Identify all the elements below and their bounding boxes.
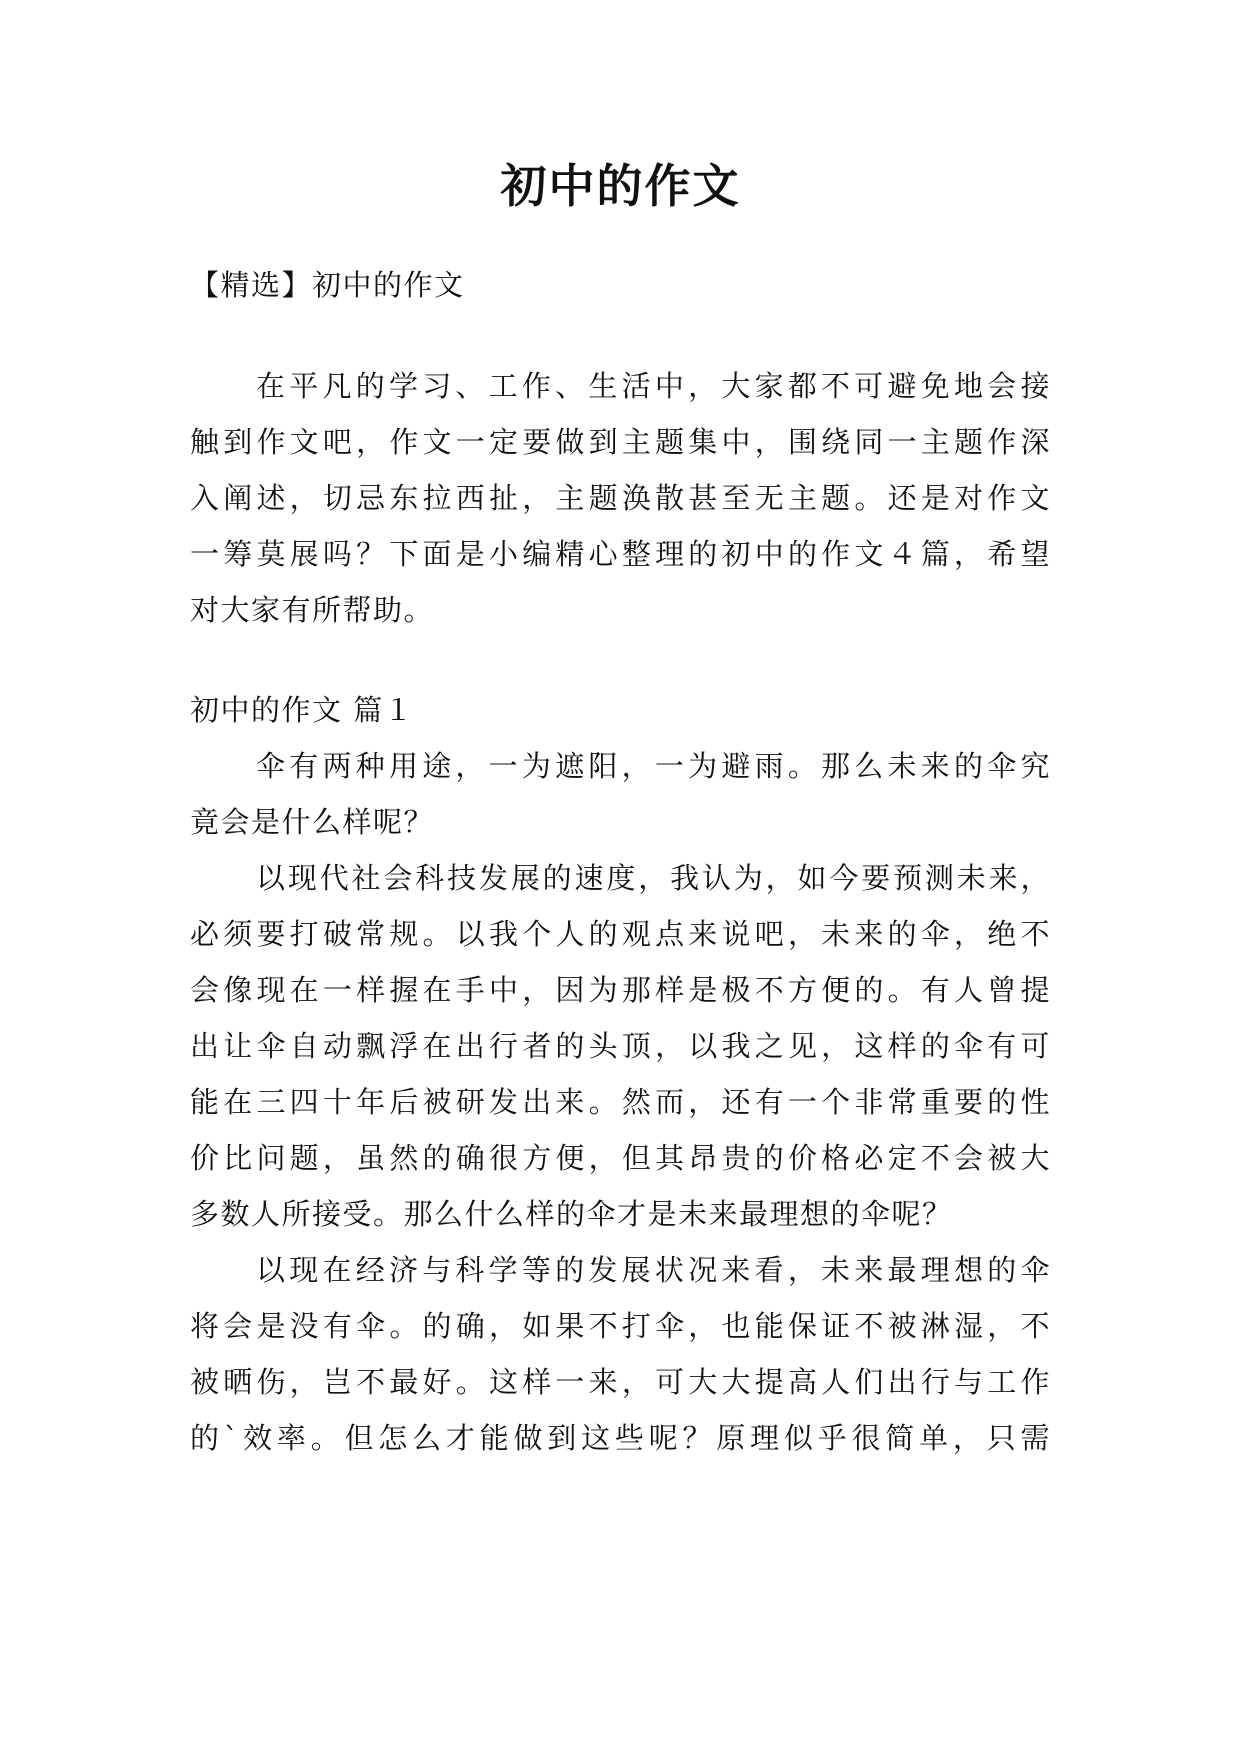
intro-line: 一筹莫展吗？下面是小编精心整理的初中的作文４篇，希望 — [190, 537, 1051, 571]
body-line: 竟会是什么样呢？ — [190, 805, 435, 839]
intro-line: 触到作文吧，作文一定要做到主题集中，围绕同一主题作深 — [190, 425, 1051, 459]
body-line: 以现在经济与科学等的发展状况来看，未来最理想的伞 — [256, 1253, 1051, 1287]
body-line: 伞有两种用途，一为遮阳，一为避雨。那么未来的伞究 — [256, 749, 1051, 783]
body-line: 价比问题，虽然的确很方便，但其昂贵的价格必定不会被大 — [190, 1141, 1051, 1175]
body-line: 以现代社会科技发展的速度，我认为，如今要预测未来， — [256, 861, 1051, 895]
body-line: 能在三四十年后被研发出来。然而，还有一个非常重要的性 — [190, 1085, 1051, 1119]
intro-line: 在平凡的学习、工作、生活中，大家都不可避免地会接 — [256, 369, 1051, 403]
document-title: 初中的作文 — [500, 159, 741, 213]
body-line: 必须要打破常规。以我个人的观点来说吧，未来的伞，绝不 — [190, 917, 1051, 951]
section-heading: 初中的作文 篇１ — [190, 693, 415, 727]
body-line: 被晒伤，岂不最好。这样一来，可大大提高人们出行与工作 — [190, 1365, 1051, 1399]
body-line: 将会是没有伞。的确，如果不打伞，也能保证不被淋湿，不 — [190, 1309, 1051, 1343]
intro-line: 入阐述，切忌东拉西扯，主题涣散甚至无主题。还是对作文 — [190, 481, 1051, 515]
body-line: 会像现在一样握在手中，因为那样是极不方便的。有人曾提 — [190, 973, 1051, 1007]
body-line: 出让伞自动飘浮在出行者的头顶，以我之见，这样的伞有可 — [190, 1029, 1051, 1063]
body-line: 的`效率。但怎么才能做到这些呢？原理似乎很简单，只需 — [190, 1421, 1051, 1455]
intro-line: 对大家有所帮助。 — [190, 593, 435, 627]
document-subtitle: 【精选】初中的作文 — [190, 268, 465, 302]
body-line: 多数人所接受。那么什么样的伞才是未来最理想的伞呢？ — [190, 1197, 953, 1231]
